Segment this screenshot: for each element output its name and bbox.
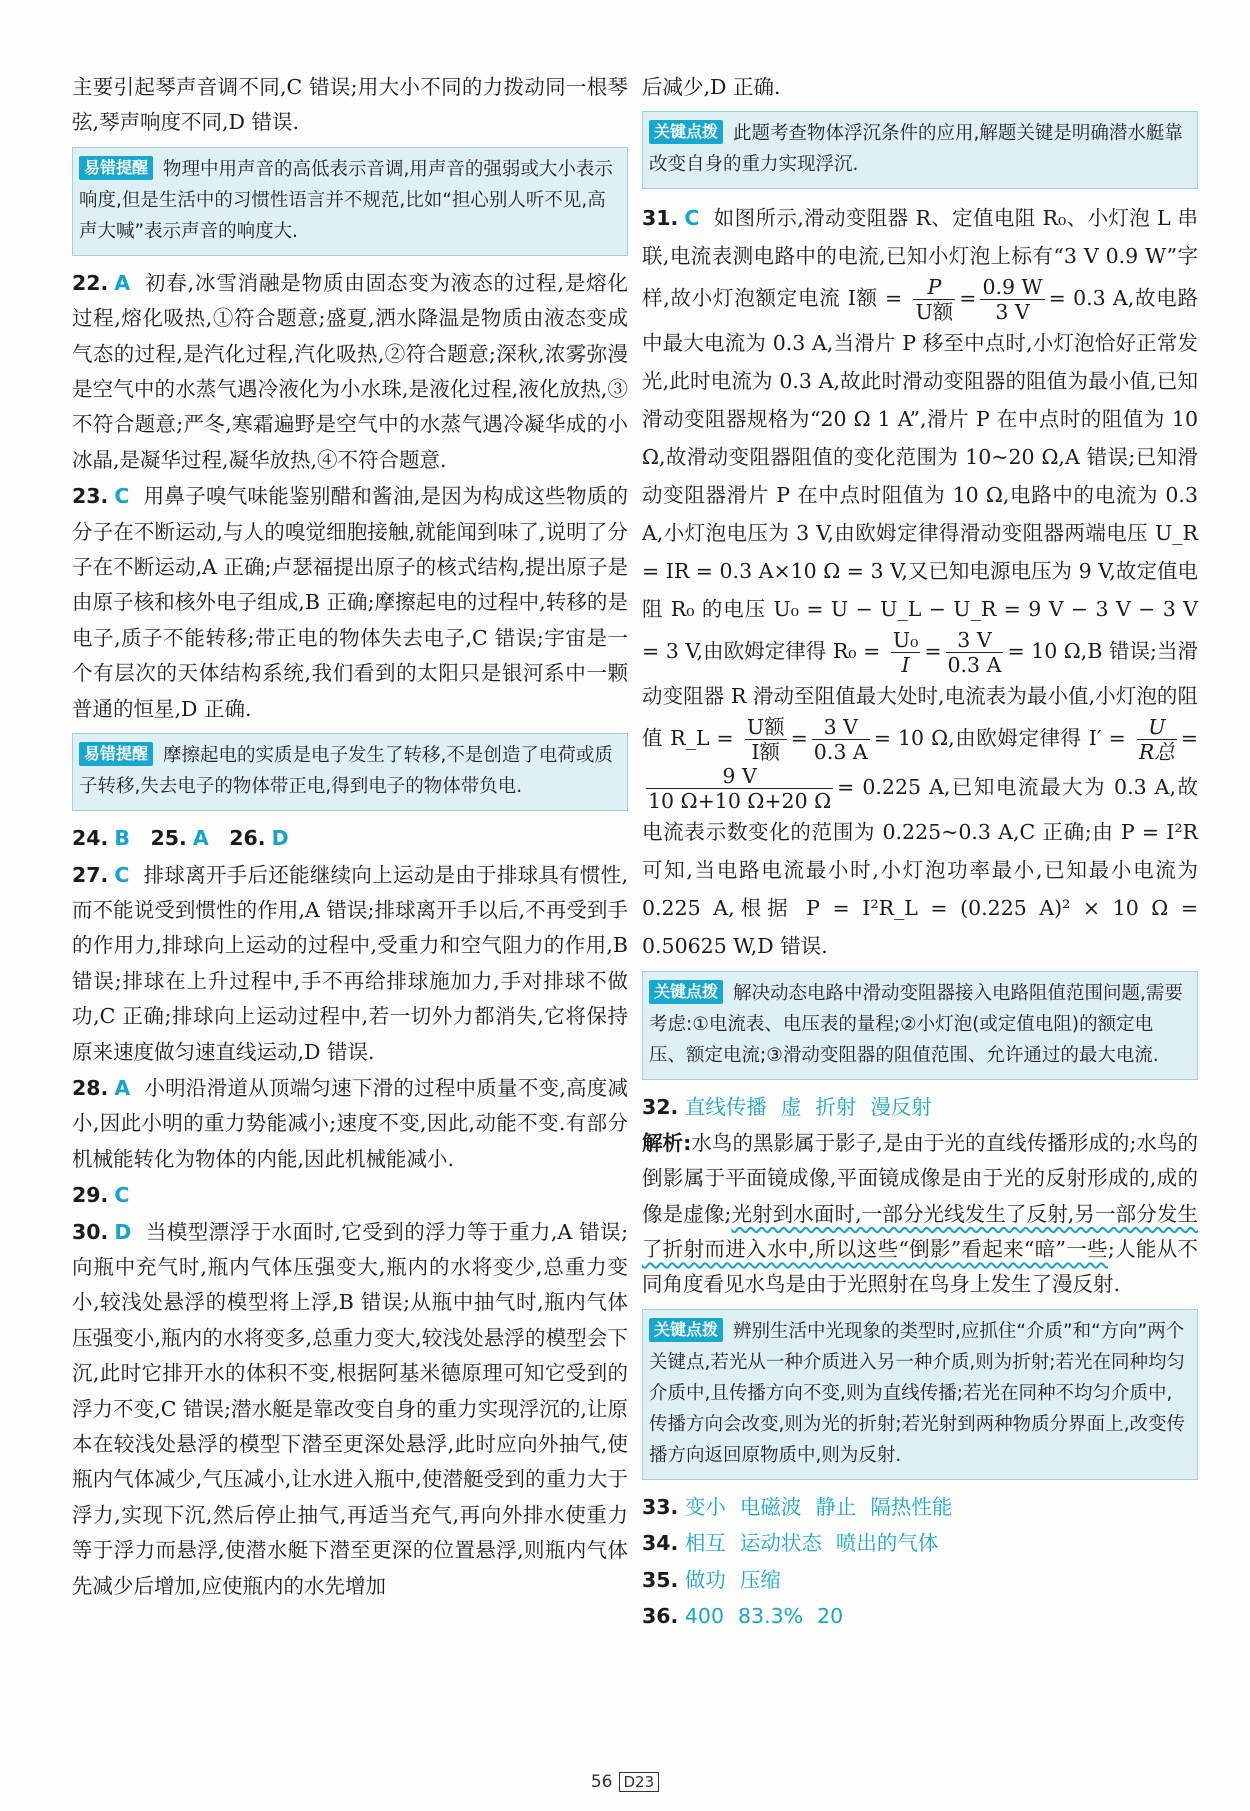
answer-letter: A: [114, 270, 131, 295]
paragraph: 后减少,D 正确.: [642, 75, 781, 99]
answer-30: [72, 1215, 628, 1604]
tip-text: 摩擦起电的实质是电子发生了转移,不是创造了电荷或质子转移,失去电子的物体带正电,得到电子的物体带负电.: [79, 745, 613, 798]
numerator: 0.9 W: [982, 275, 1043, 300]
answer-letter: C: [684, 206, 700, 231]
fraction: [980, 275, 1044, 324]
answer-letter: C: [114, 484, 130, 509]
fill-answer: 变小: [684, 1494, 726, 1519]
fill-answer: 漫反射: [870, 1095, 932, 1120]
question-number: 29.: [72, 1183, 109, 1208]
numerator: U: [1148, 715, 1166, 740]
answer-29: [72, 1178, 628, 1213]
answer-letter: C: [114, 862, 130, 887]
fill-answer: 20: [817, 1604, 844, 1629]
explanation: 用鼻子嗅气味能鉴别醋和酱油,是因为构成这些物质的分子在不断运动,与人的嗅觉细胞接触,就能闻到味了,说明了分子在不断运动,A 正确;卢瑟福提出原子的核式结构,提出原子是由原子核和核外电子组成,B 正确;摩擦起电的过程中,转移的是电子,质子不能转移;带正电的物体失去电子,C 错误;宇宙是一个有层次的天体结构系统,我们看到的太阳只是银河系中一颗普通的恒星,D 正确.: [72, 484, 628, 721]
denominator: 10 Ω+10 Ω+20 Ω: [648, 789, 832, 814]
tip-box: [642, 1309, 1198, 1480]
paragraph: 主要引起琴声音调不同,C 错误;用大小不同的力拨动同一根琴弦,琴声响度不同,D 错误.: [72, 75, 628, 135]
page-code: D23: [619, 1772, 660, 1792]
question-number: 30.: [72, 1219, 109, 1244]
numerator: U₀: [892, 628, 919, 653]
explanation-part: = 10 Ω,由欧姆定律得 I′ =: [873, 726, 1126, 751]
equals: =: [959, 286, 977, 311]
tip-box: [72, 147, 628, 256]
numerator: 3 V: [957, 628, 992, 653]
answer-28: [72, 1071, 628, 1177]
answer-letter: C: [114, 1183, 130, 1208]
fill-answer: 电磁波: [739, 1494, 802, 1519]
denominator: 0.3 A: [813, 740, 868, 765]
fill-answer: 运动状态: [739, 1531, 822, 1556]
denominator: 0.3 A: [947, 653, 1002, 678]
analysis-label: 解析:: [642, 1130, 692, 1155]
fraction: [745, 715, 787, 764]
fraction: [1137, 715, 1177, 764]
explanation-part: = 0.225 A,已知电流最大为 0.3 A,故电流表示数变化的范围为 0.225~0.3 A,C 正确;由 P = I²R 可知,当电路电流最小时,小灯泡功率最小,已知最小电流为 0.225 A,根据 P = I²R_L = (0.225 A)² × 10 Ω = 0.50625 W,D 错误.: [642, 775, 1198, 959]
answer-letter: D: [114, 1219, 132, 1244]
numerator: P: [927, 275, 942, 300]
question-number: 27.: [72, 862, 109, 887]
answer-27: [72, 858, 628, 1070]
tip-box: [72, 733, 628, 811]
fill-answer: 83.3%: [738, 1604, 804, 1629]
page-number: 56: [590, 1772, 613, 1792]
question-number: 26.: [229, 826, 266, 851]
explanation-part: = 10 Ω,B 错误;当滑动变阻器 R 滑动至阻值最大处时,电流表为最小值,小灯泡的阻值 R_L =: [642, 639, 1198, 751]
fill-answer: 压缩: [739, 1567, 781, 1592]
denominator: U额: [915, 300, 954, 325]
tip-text: 物理中用声音的高低表示音调,用声音的强弱或大小表示响度,但是生活中的习惯性语言并不规范,比如“担心别人听不见,高声大喊”表示声音的响度大.: [79, 158, 613, 242]
explanation-part: 水鸟的黑影属于影子,是由于光的直线传播形成的;水鸟的倒影属于平面镜成像,平面镜成像是由于光的反射形成的,成的像是虚像;: [642, 1130, 1198, 1226]
tip-tag: 关键点拨: [649, 120, 723, 144]
explanation: 排球离开手后还能继续向上运动是由于排球具有惯性,而不能说受到惯性的作用,A 错误;排球离开手以后,不再受到手的作用力,排球向上运动的过程中,受重力和空气阻力的作用,B 错误;排球在上升过程中,手不再给排球施加力,手对排球不做功,C 正确;排球向上运动过程中,若一切外力都消失,它将保持原来速度做匀速直线运动,D 错误.: [72, 862, 628, 1064]
answers-24-26: [72, 821, 628, 856]
question-number: 34.: [642, 1531, 679, 1556]
fill-answer: 隔热性能: [870, 1494, 953, 1519]
numerator: U额: [746, 715, 785, 740]
fill-answer: 折射: [815, 1095, 857, 1120]
answer-22: [72, 266, 628, 478]
question-number: 36.: [642, 1604, 679, 1629]
answer-32: [642, 1090, 1198, 1125]
explanation: 小明沿滑道从顶端匀速下滑的过程中质量不变,高度减小,因此小明的重力势能减小;速度不变,因此,动能不变.有部分机械能转化为物体的内能,因此机械能减小.: [72, 1075, 628, 1171]
answer-31: [642, 199, 1198, 965]
question-number: 28.: [72, 1075, 109, 1100]
fill-answer: 做功: [684, 1567, 726, 1592]
question-number: 35.: [642, 1567, 679, 1592]
page-footer: [0, 1772, 1250, 1792]
equals: =: [1180, 726, 1198, 751]
numerator: 3 V: [823, 715, 858, 740]
fraction: [646, 764, 833, 813]
fraction: [913, 275, 955, 324]
tip-text: 辨别生活中光现象的类型时,应抓住“介质”和“方向”两个关键点,若光从一种介质进入另一种介质,则为折射;若光在同种均匀介质中,且传播方向不变,则为直线传播;若光在同种不均匀介质中,传播方向会改变,则为光的折射;若光射到两种物质分界面上,改变传播方向返回原物质中,则为反射.: [649, 1320, 1185, 1466]
explanation: 当模型漂浮于水面时,它受到的浮力等于重力,A 错误;向瓶中充气时,瓶内气体压强变大,瓶内的水将变少,总重力变小,较浅处悬浮的模型将上浮,B 错误;从瓶中抽气时,瓶内气体压强变小,瓶内的水将变多,总重力变大,较浅处悬浮的模型会下沉,此时它排开水的体积不变,根据阿基米德原理可知它受到的浮力不变,C 错误;潜水艇是靠改变自身的重力实现浮沉的,让原本在较浅处悬浮的模型下潜至更深处悬浮,此时应向外抽气,使瓶内气体减少,气压减小,让水进入瓶中,使潜艇受到的重力大于浮力,实现下沉,然后停止抽气,再适当充气,再向外排水使重力等于浮力而悬浮,使潜水艇下潜至更深的位置悬浮,则瓶内气体先减少后增加,应使瓶内的水先增加: [72, 1219, 628, 1598]
answer-36: [642, 1599, 1198, 1634]
denominator: R总: [1138, 740, 1175, 765]
explanation: 初春,冰雪消融是物质由固态变为液态的过程,是熔化过程,熔化吸热,①符合题意;盛夏,洒水降温是物质由液态变成气态的过程,是汽化过程,汽化吸热,②符合题意;深秋,浓雾弥漫是空气中的水蒸气遇冷液化为小水珠,是液化过程,液化放热,③不符合题意;严冬,寒霜遍野是空气中的水蒸气遇冷凝华成的小冰晶,是凝华过程,凝华放热,④不符合题意.: [72, 270, 628, 472]
question-number: 31.: [642, 206, 679, 231]
analysis-32: [642, 1126, 1198, 1303]
answer-23: [72, 479, 628, 727]
answer-34: [642, 1526, 1198, 1561]
numerator: 9 V: [722, 764, 757, 789]
right-column: [642, 70, 1198, 1634]
answer-letter: B: [114, 826, 130, 851]
denominator: I: [891, 652, 921, 677]
fraction: [891, 628, 921, 677]
tip-box: [642, 111, 1198, 189]
question-number: 32.: [642, 1095, 679, 1120]
equals: =: [924, 639, 942, 664]
equals: =: [790, 726, 808, 751]
answer-letter: A: [192, 826, 209, 851]
explanation-part: ;人能从不同角度看见水鸟是由于光照射在鸟身上发生了漫反射.: [642, 1237, 1198, 1297]
denominator: I额: [745, 739, 787, 764]
tip-tag: 关键点拨: [649, 980, 723, 1004]
answer-letter: D: [271, 826, 289, 851]
explanation-part: = 0.3 A,故电路中最大电流为 0.3 A,当滑片 P 移至中点时,小灯泡恰好正常发光,此时电流为 0.3 A,故此时滑动变阻器的阻值为最小值,已知滑动变阻器规格为“20 Ω 1 A”,滑片 P 在中点时的阻值为 10 Ω,故滑动变阻器阻值的变化范围为 10~20 Ω,A 错误;已知滑动变阻器滑片 P 在中点时阻值为 10 Ω,电路中的电流为 0.3 A,小灯泡电压为 3 V,由欧姆定律得滑动变阻器两端电压 U_R = IR = 0.3 A×10 Ω = 3 V,又已知电源电压为 9 V,故定值电阻 R₀ 的电压 U₀ = U − U_L − U_R = 9 V − 3 V − 3 V = 3 V,由欧姆定律得 R₀ =: [642, 286, 1198, 664]
question-number: 22.: [72, 270, 109, 295]
question-number: 25.: [150, 826, 187, 851]
answer-letter: A: [114, 1075, 131, 1100]
tip-tag: 易错提醒: [79, 156, 153, 180]
answer-35: [642, 1563, 1198, 1598]
denominator: 3 V: [980, 299, 1044, 324]
tip-tag: 易错提醒: [79, 742, 153, 766]
fill-answer: 喷出的气体: [835, 1531, 939, 1556]
fill-answer: 相互: [684, 1531, 726, 1556]
fill-answer: 静止: [815, 1494, 857, 1519]
tip-box: [642, 971, 1198, 1080]
question-number: 23.: [72, 484, 109, 509]
fill-answer: 虚: [780, 1095, 802, 1120]
fraction: [946, 628, 1004, 677]
explanation-part: 如图所示,滑动变阻器 R、定值电阻 R₀、小灯泡 L 串联,电流表测电路中的电流,已知小灯泡上标有“3 V 0.9 W”字样,故小灯泡额定电流 I额 =: [642, 206, 1198, 311]
tip-text: 此题考查物体浮沉条件的应用,解题关键是明确潜水艇靠改变自身的重力实现浮沉.: [649, 123, 1183, 176]
tip-tag: 关键点拨: [649, 1318, 723, 1342]
underlined-text: 光射到水面时,一部分光线发生了反射,另一部分发生了折射而进入水中,所以这些“倒影”看起来“暗”一些: [642, 1201, 1198, 1262]
tip-text: 解决动态电路中滑动变阻器接入电路阻值范围问题,需要考虑:①电流表、电压表的量程;②小灯泡(或定值电阻)的额定电压、额定电流;③滑动变阻器的阻值范围、允许通过的最大电流.: [649, 983, 1183, 1067]
fill-answer: 400: [684, 1604, 724, 1629]
fill-answer: 直线传播: [684, 1095, 767, 1120]
question-number: 24.: [72, 826, 109, 851]
fraction: [812, 715, 870, 764]
answer-33: [642, 1490, 1198, 1525]
left-column: [72, 70, 628, 1604]
question-number: 33.: [642, 1494, 679, 1519]
